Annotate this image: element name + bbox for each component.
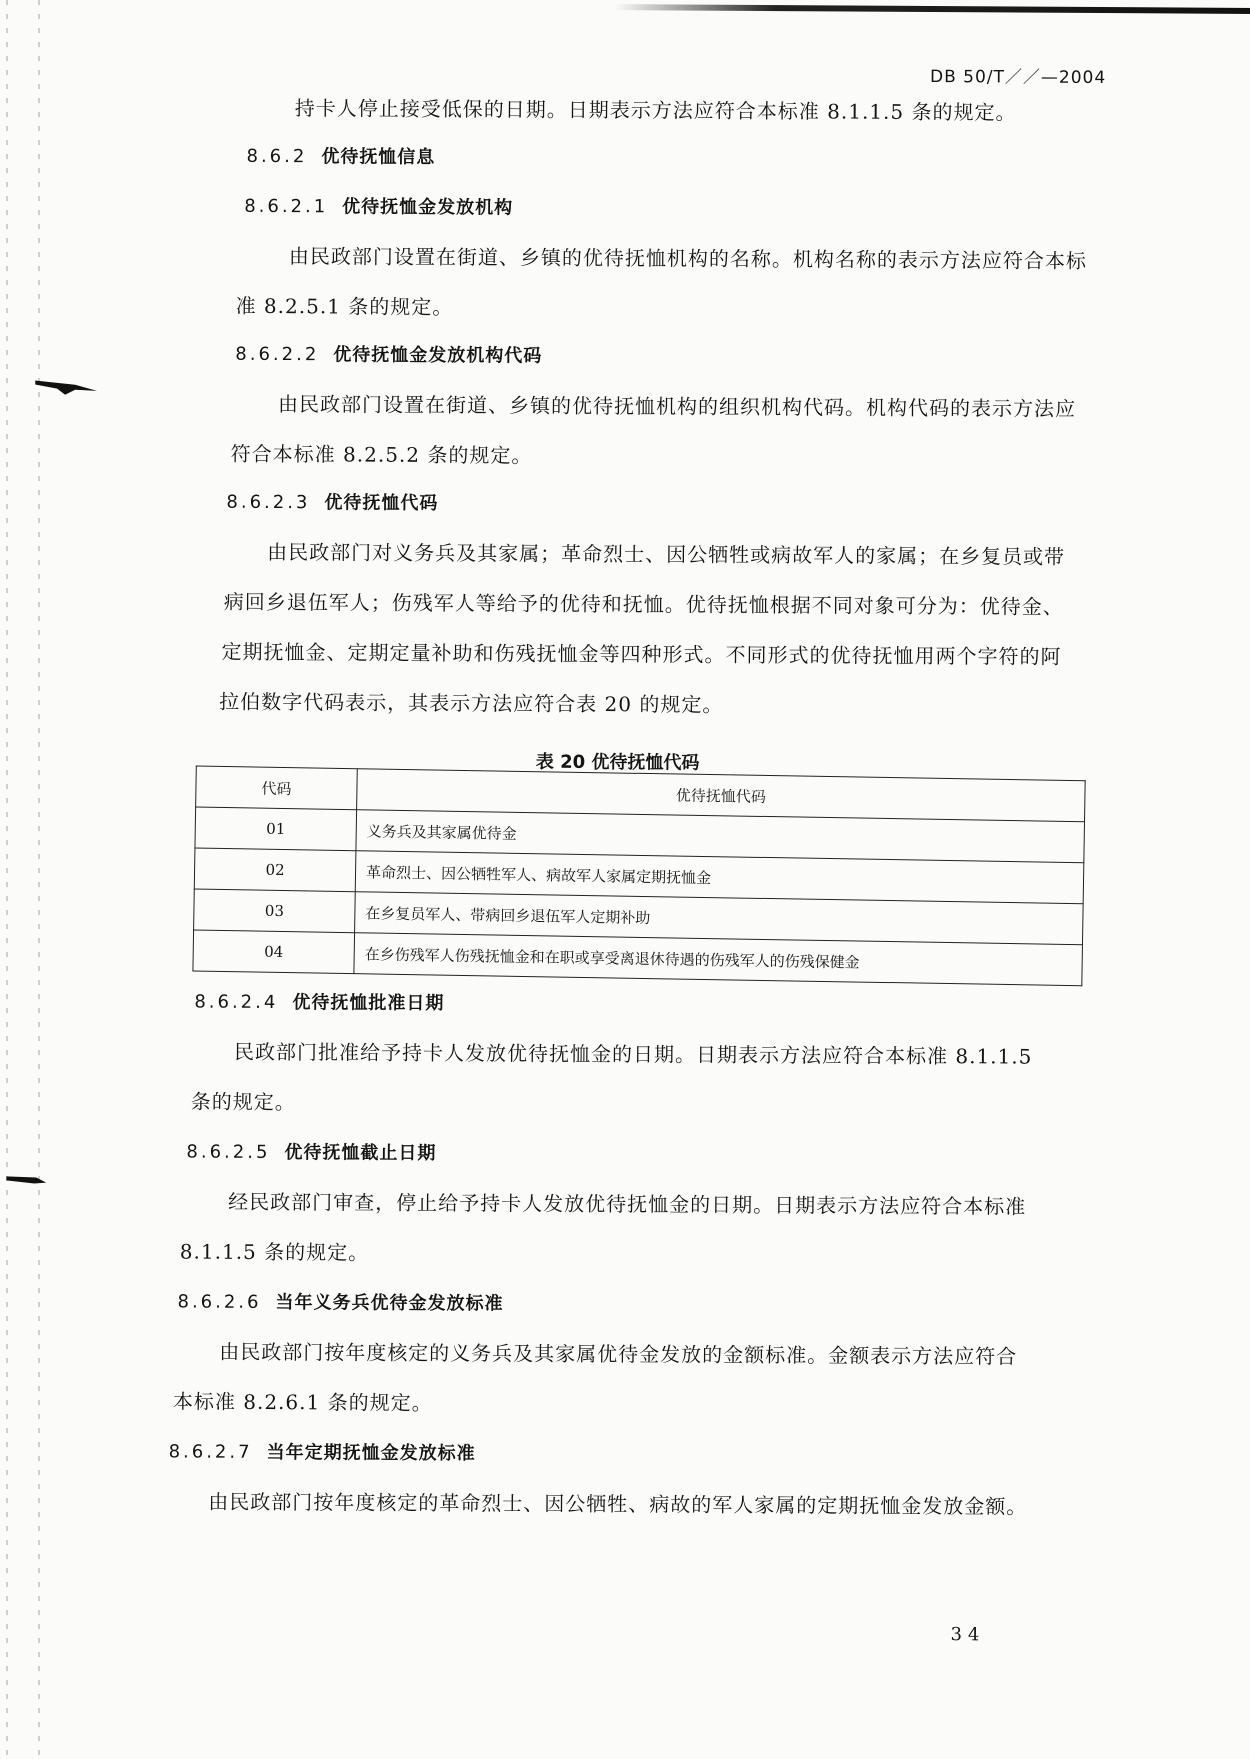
- standard-code: DB 50/T／／—2004: [929, 67, 1107, 89]
- paragraph-text: 由民政部门对义务兵及其家属；革命烈士、因公牺牲或病故军人的家属；在乡复员或带: [267, 539, 1066, 569]
- paragraph-text: 拉伯数字代码表示，其表示方法应符合表 20 的规定。: [219, 689, 724, 717]
- code-cell: 02: [194, 848, 356, 892]
- column-header: 优待抚恤代码: [357, 769, 1086, 822]
- column-header: 代码: [196, 766, 358, 810]
- code-cell: 01: [195, 807, 357, 851]
- paragraph-text: 符合本标准 8.2.5.2 条的规定。: [230, 441, 533, 468]
- code-cell: 04: [193, 930, 355, 974]
- description-cell: 在乡伤残军人伤残抚恤金和在职或享受离退休待遇的伤残军人的伤残保健金: [354, 933, 1083, 986]
- section-heading: 8.6.2.6 当年义务兵优待金发放标准: [177, 1291, 504, 1315]
- section-heading: 8.6.2.4 优待抚恤批准日期: [194, 991, 445, 1015]
- scan-edge-line: [615, 4, 1250, 14]
- paragraph-text: 准 8.2.5.1 条的规定。: [235, 293, 454, 320]
- paragraph-text: 由民政部门设置在街道、乡镇的优待抚恤机构的名称。机构名称的表示方法应符合本标: [288, 244, 1087, 273]
- paragraph-text: 定期抚恤金、定期定量补助和伤残抚恤金等四种形式。不同形式的优待抚恤用两个字符的阿: [221, 639, 1062, 669]
- paragraph-text: 由民政部门设置在街道、乡镇的优待抚恤机构的组织机构代码。机构代码的表示方法应: [277, 392, 1077, 421]
- table-caption: 表 20 优待抚恤代码: [535, 751, 700, 774]
- code-cell: 03: [194, 889, 356, 933]
- scan-mark-icon: [6, 1173, 46, 1185]
- scan-mark-icon: [35, 377, 97, 395]
- section-heading: 8.6.2.2 优待抚恤金发放机构代码: [235, 343, 543, 367]
- paragraph-text: 持卡人停止接受低保的日期。日期表示方法应符合本标准 8.1.1.5 条的规定。: [294, 96, 1017, 125]
- paragraph-text: 民政部门批准给予持卡人发放优待抚恤金的日期。日期表示方法应符合本标准 8.1.1.5: [233, 1039, 1033, 1069]
- section-heading: 8.6.2.3 优待抚恤代码: [226, 491, 439, 515]
- code-table: [192, 766, 1085, 987]
- section-heading: 8.6.2.5 优待抚恤截止日期: [186, 1141, 437, 1165]
- page-number: 34: [950, 1624, 986, 1646]
- paragraph-text: 由民政部门按年度核定的革命烈士、因公牺牲、病故的军人家属的定期抚恤金发放金额。: [208, 1489, 1028, 1519]
- section-heading: 8.6.2.1 优待抚恤金发放机构: [244, 195, 514, 219]
- paragraph-text: 本标准 8.2.6.1 条的规定。: [172, 1389, 433, 1415]
- section-heading: 8.6.2 优待抚恤信息: [246, 145, 436, 168]
- paragraph-text: 由民政部门按年度核定的义务兵及其家属优待金发放的金额标准。金额表示方法应符合: [219, 1339, 1018, 1369]
- description-cell: 革命烈士、因公牺牲军人、病故军人家属定期抚恤金: [355, 851, 1084, 904]
- paragraph-text: 经民政部门审查，停止给予持卡人发放优待抚恤金的日期。日期表示方法应符合本标准: [228, 1189, 1027, 1219]
- description-cell: 义务兵及其家属优待金: [356, 810, 1085, 863]
- paragraph-text: 8.1.1.5 条的规定。: [179, 1239, 370, 1265]
- paragraph-text: 条的规定。: [190, 1089, 296, 1115]
- paragraph-text: 病回乡退伍军人；伤残军人等给予的优待和抚恤。优待抚恤根据不同对象可分为：优待金、: [223, 589, 1064, 619]
- description-cell: 在乡复员军人、带病回乡退伍军人定期补助: [355, 892, 1084, 945]
- section-heading: 8.6.2.7 当年定期抚恤金发放标准: [168, 1441, 476, 1465]
